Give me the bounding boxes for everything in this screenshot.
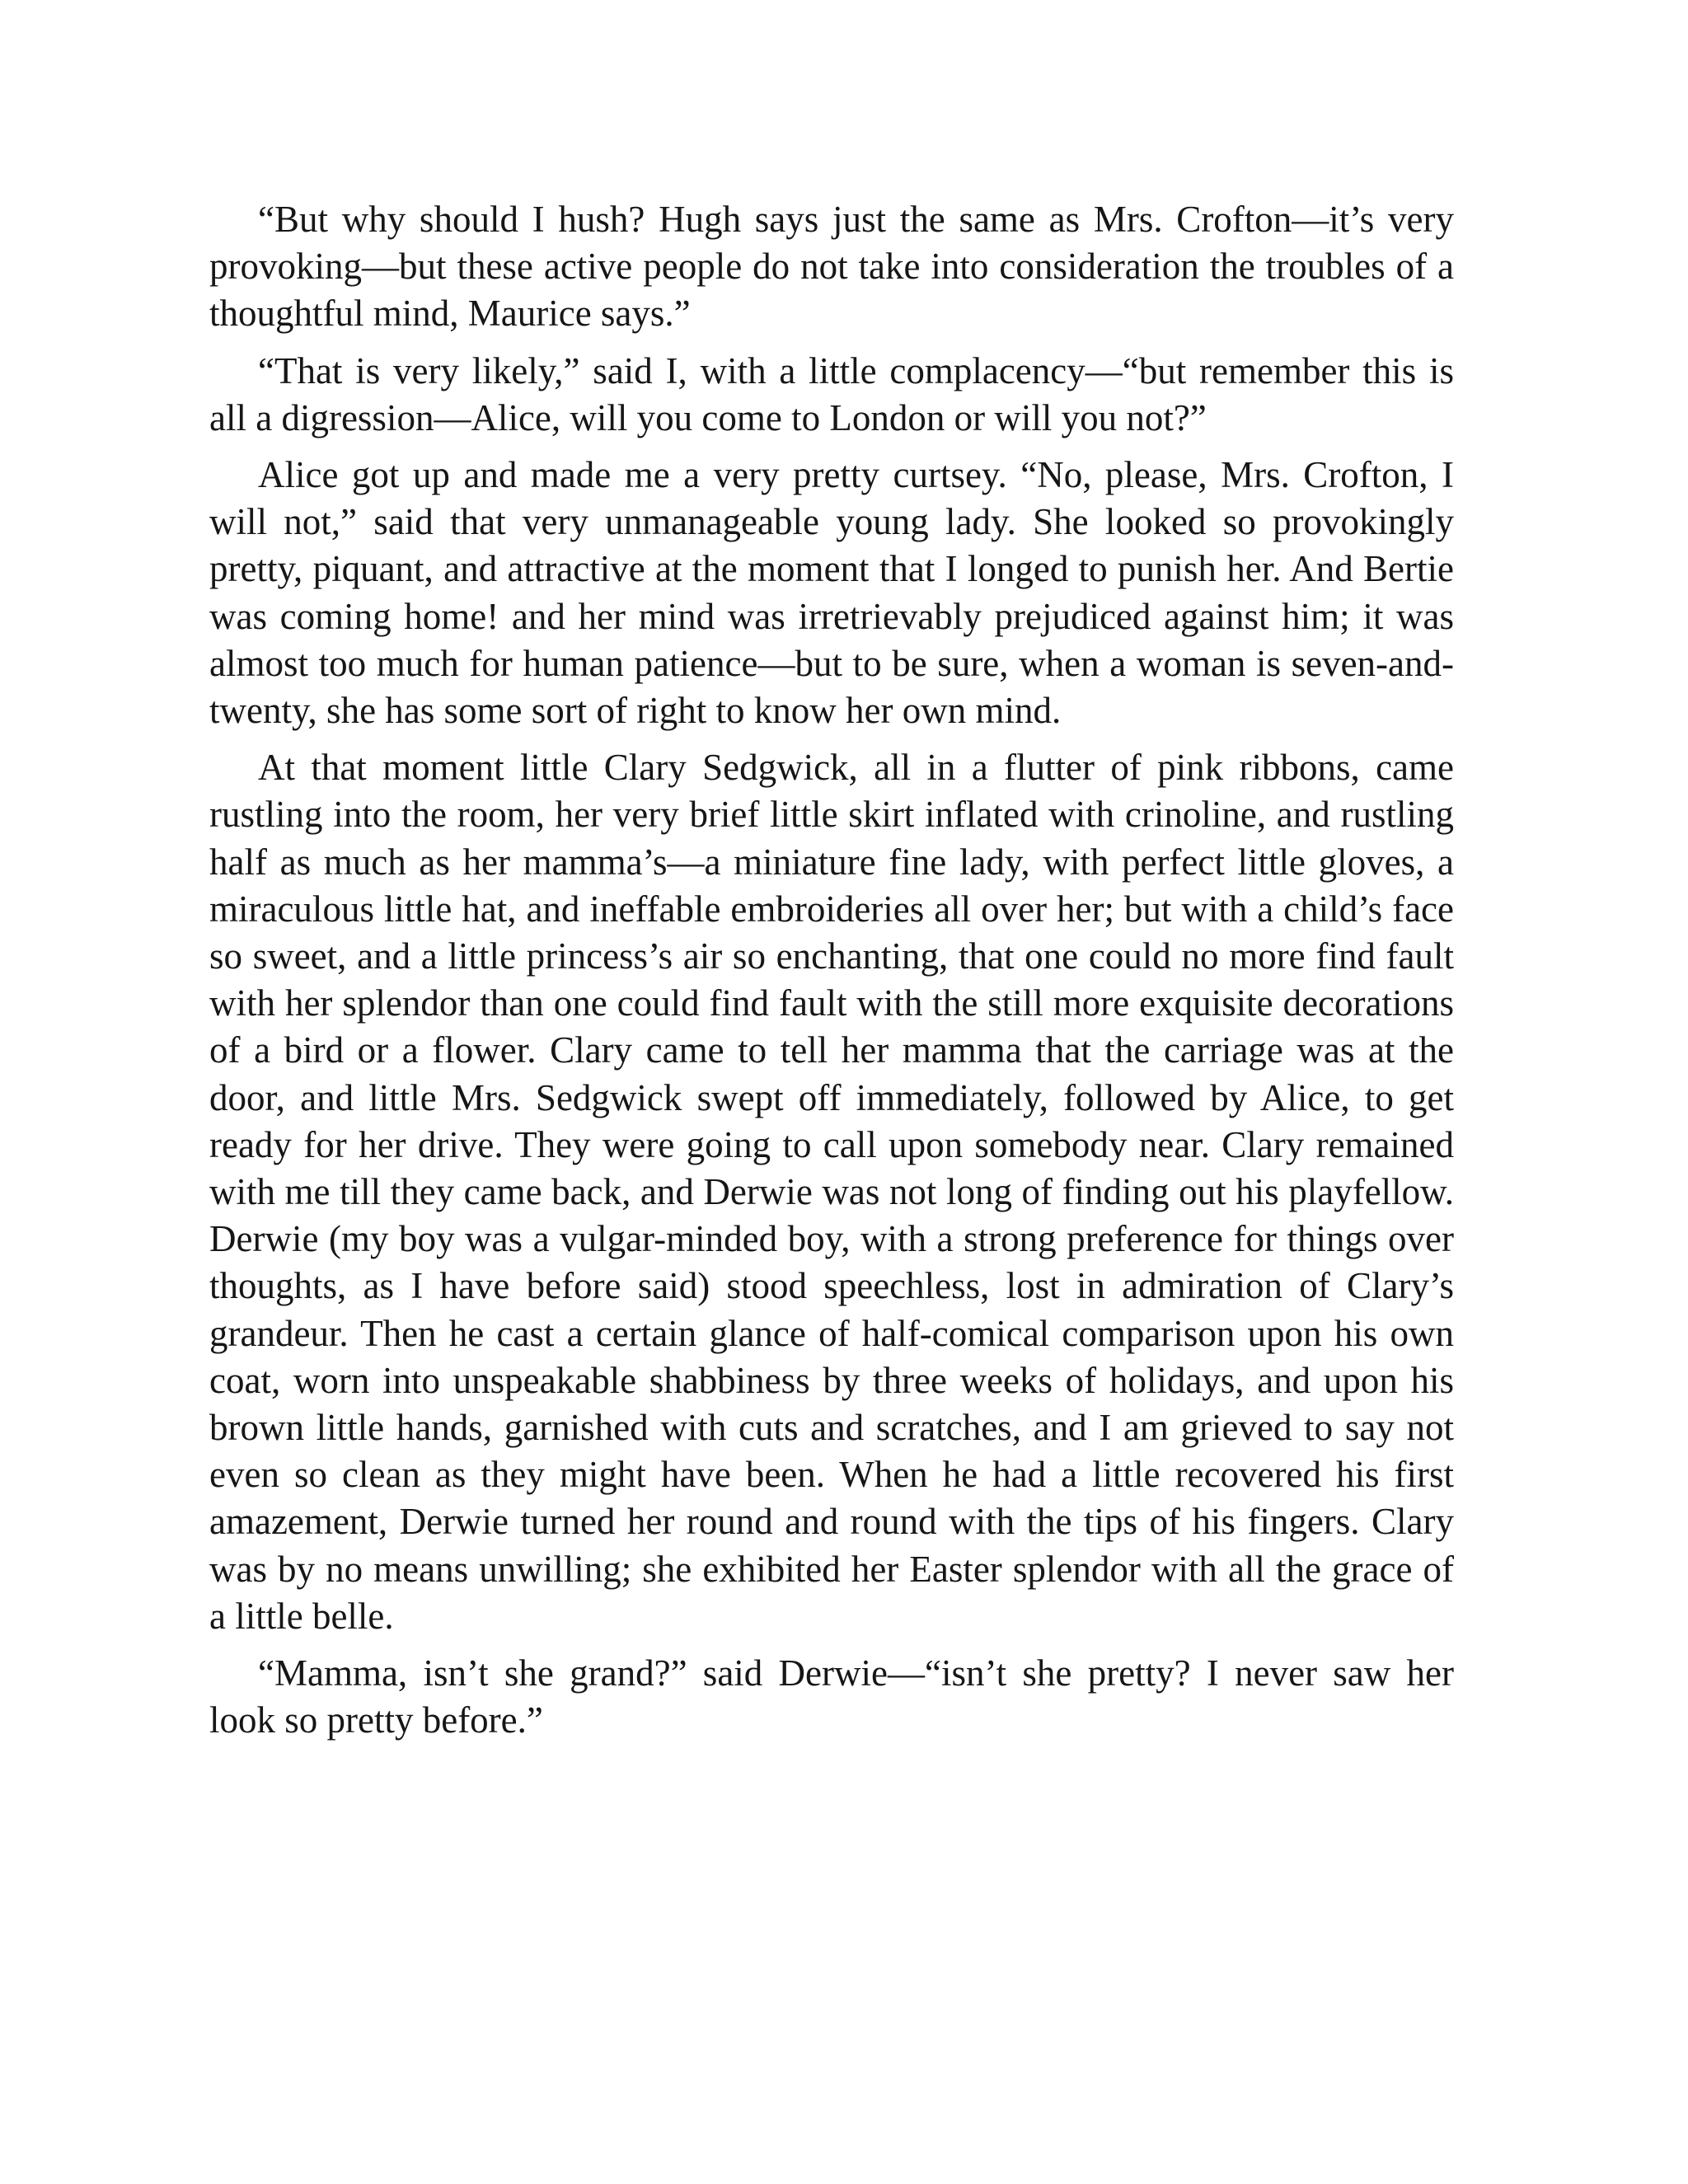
paragraph-hush: “But why should I hush? Hugh says just the same as Mrs. Crofton—it’s very provoking—but these active people do not take into consideration the troubles of a thoughtful mind, Maurice says.”	[209, 199, 1454, 335]
book-page-text	[209, 196, 1454, 1755]
paragraph-alice-curtsey: Alice got up and made me a very pretty curtsey. “No, please, Mrs. Crofton, I will not,” said that very unmanageable young lady. She looked so provokingly pretty, piquant, and attractive at the moment that I longed to punish her. And Bertie was coming home! and her mind was irretrievably prejudiced against him; it was almost too much for human patience—but to be sure, when a woman is seven-and-twenty, she has some sort of right to know her own mind.	[209, 454, 1454, 732]
paragraph-derwie-speaks: “Mamma, isn’t she grand?” said Derwie—“isn’t she pretty? I never saw her look so pretty before.”	[209, 1652, 1454, 1741]
paragraph-london-question: “That is very likely,” said I, with a little complacency—“but remember this is all a digression—Alice, will you come to London or will you not?”	[209, 349, 1454, 438]
paragraph-clary-arrives: At that moment little Clary Sedgwick, all in a flutter of pink ribbons, came rustling into the room, her very brief little skirt inflated with crinoline, and rustling half as much as her mamma’s—a miniature fine lady, with perfect little gloves, a miraculous little hat, and ineffable embroideries all over her; but with a child’s face so sweet, and a little princess’s air so enchanting, that one could no more find fault with her splendor than one could find fault with the still more exquisite decorations of a bird or a flower. Clary came to tell her mamma that the carriage was at the door, and little Mrs. Sedgwick swept off immediately, followed by Alice, to get ready for her drive. They were going to call upon somebody near. Clary remained with me till they came back, and Derwie was not long of finding out his playfellow. Derwie (my boy was a vulgar-minded boy, with a strong preference for things over thoughts, as I have before said) stood speechless, lost in admiration of Clary’s grandeur. Then he cast a certain glance of half-comical comparison upon his own coat, worn into unspeakable shabbiness by three weeks of holidays, and upon his brown little hands, garnished with cuts and scratches, and I am grieved to say not even so clean as they might have been. When he had a little recovered his first amazement, Derwie turned her round and round with the tips of his fingers. Clary was by no means unwilling; she exhibited her Easter splendor with all the grace of a little belle.	[209, 747, 1454, 1637]
